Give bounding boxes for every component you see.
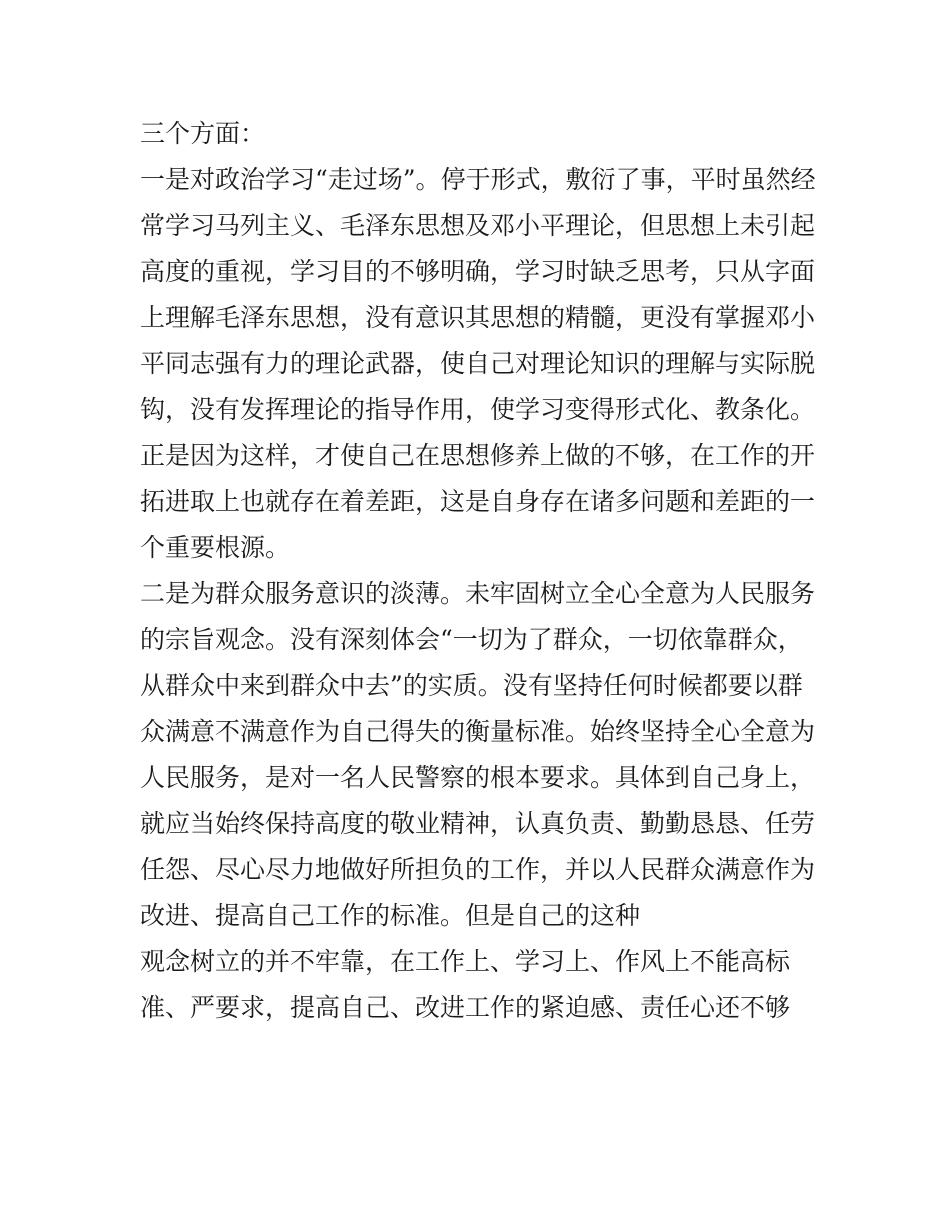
text-line: 高度的重视，学习目的不够明确，学习时缺乏思考，只从字面 — [140, 257, 816, 286]
text-line: 常学习马列主义、毛泽东思想及邓小平理论，但思想上未引起 — [140, 211, 816, 240]
text-line: 任怨、尽心尽力地做好所担负的工作，并以人民群众满意作为 — [140, 855, 816, 884]
text-line: 的宗旨观念。没有深刻体会“一切为了群众，一切依靠群众， — [140, 625, 803, 654]
text-line: 从群众中来到群众中去”的实质。没有坚持任何时候都要以群 — [140, 671, 803, 700]
text-line: 一是对政治学习“走过场”。停于形式，敷衍了事，平时虽然经 — [140, 165, 816, 194]
body-text — [140, 111, 830, 1031]
text-line: 拓进取上也就存在着差距，这是自身存在诸多问题和差距的一 — [140, 487, 816, 516]
text-line: 众满意不满意作为自己得失的衡量标准。始终坚持全心全意为 — [140, 717, 816, 746]
text-line: 平同志强有力的理论武器，使自己对理论知识的理解与实际脱 — [140, 349, 816, 378]
text-line: 就应当始终保持高度的敬业精神，认真负责、勤勤恳恳、任劳 — [140, 809, 816, 838]
text-line: 个重要根源。 — [140, 533, 291, 562]
text-line: 上理解毛泽东思想，没有意识其思想的精髓，更没有掌握邓小 — [140, 303, 816, 332]
text-line: 准、严要求，提高自己、改进工作的紧迫感、责任心还不够 — [140, 993, 791, 1022]
text-line: 二是为群众服务意识的淡薄。未牢固树立全心全意为人民服务 — [140, 579, 816, 608]
text-line: 观念树立的并不牢靠，在工作上、学习上、作风上不能高标 — [140, 947, 791, 976]
text-line: 正是因为这样，才使自己在思想修养上做的不够，在工作的开 — [140, 441, 816, 470]
text-line: 三个方面： — [140, 119, 266, 148]
text-line: 人民服务，是对一名人民警察的根本要求。具体到自己身上， — [140, 763, 816, 792]
text-line: 钩，没有发挥理论的指导作用，使学习变得形式化、教条化。 — [140, 395, 816, 424]
text-line: 改进、提高自己工作的标准。但是自己的这种 — [140, 901, 641, 930]
